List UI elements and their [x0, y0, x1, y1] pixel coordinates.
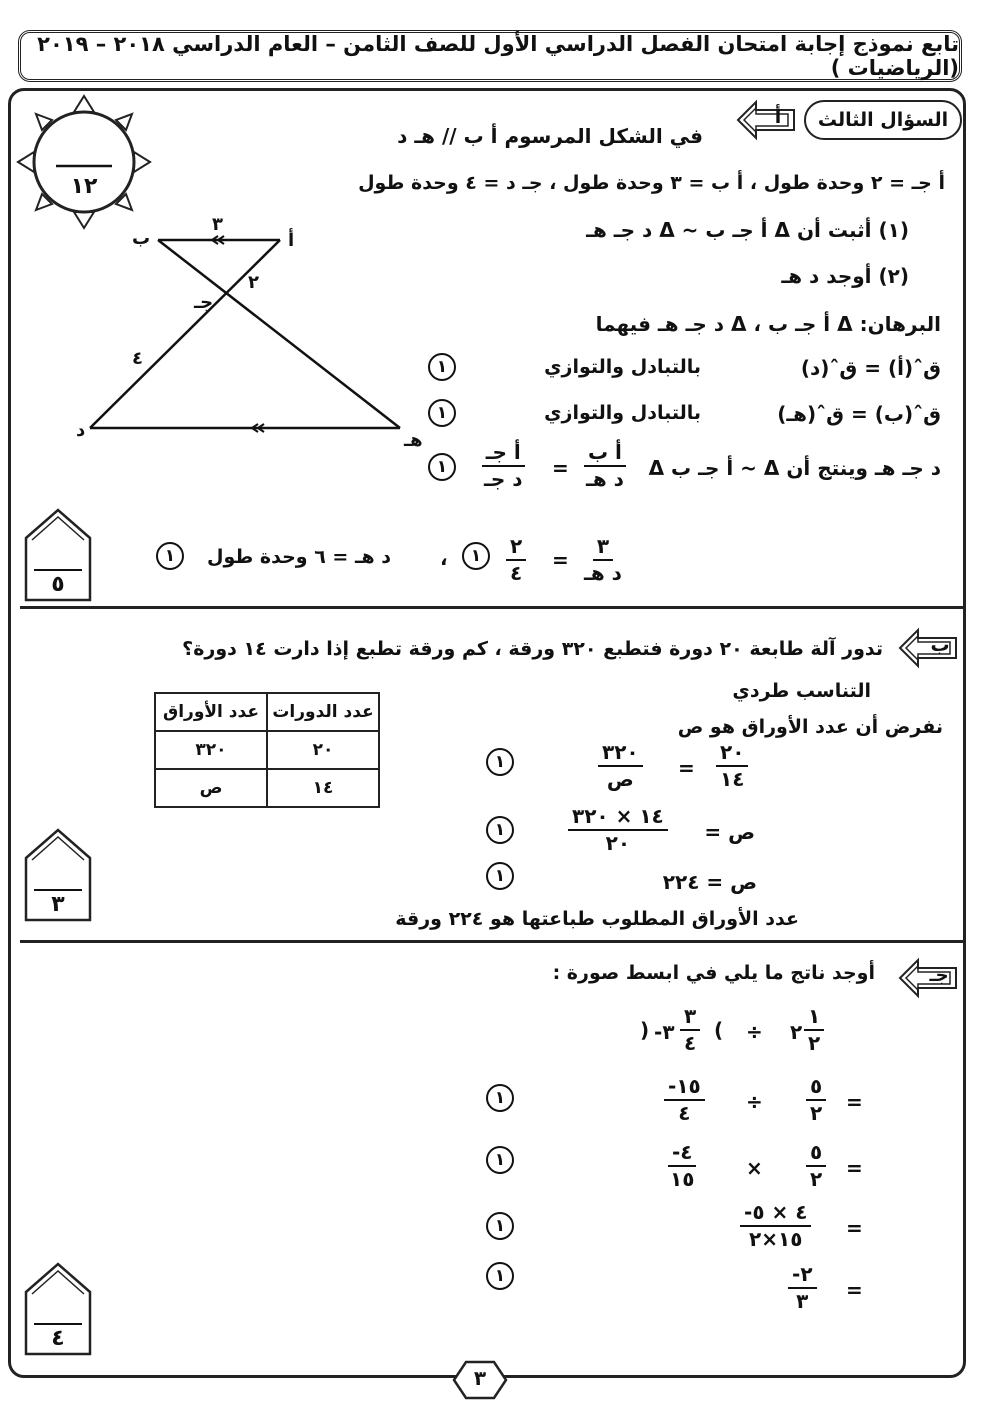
- page-number-badge: [452, 1360, 508, 1400]
- part-c-question: أوجد ناتج ما يلي في ابسط صورة :: [552, 962, 875, 984]
- vertex-b-label: ب: [132, 228, 151, 249]
- part-a-tag: [734, 98, 798, 142]
- proof-step2-reason: بالتبادل والتوازي: [544, 402, 701, 424]
- equals-sign: =: [846, 1278, 863, 1302]
- divider: [20, 940, 966, 943]
- step2-f1-den: ٢: [810, 1167, 823, 1191]
- step2-f2-num: -٤: [668, 1142, 697, 1167]
- side-ab-label: ٣: [212, 214, 223, 235]
- equals-sign: =: [678, 756, 695, 780]
- eq2-frac-den: ٢٠: [605, 831, 631, 855]
- part-b-tag-letter: ب: [930, 634, 950, 656]
- part-a-req1: (١) أثبت أن Δ أ جـ ب ~ Δ د جـ هـ: [586, 218, 909, 242]
- table-cell: ١٤: [267, 769, 379, 807]
- paren-right: (: [714, 1018, 724, 1042]
- table-cell: ص: [155, 769, 267, 807]
- part-c-score-value: ٤: [51, 1326, 65, 1351]
- part-c-score-box: [24, 1262, 92, 1356]
- part-a-score-box: [24, 508, 92, 602]
- side-jd-label: ٤: [132, 348, 143, 369]
- equals-sign: =: [846, 1216, 863, 1240]
- geometry-figure: [60, 210, 440, 450]
- mark-circle: ١: [486, 1146, 514, 1174]
- table-header: عدد الدورات: [267, 693, 379, 731]
- side-aj-label: ٢: [248, 272, 259, 293]
- expr-a-frac: [804, 1006, 824, 1054]
- step4-den: ٣: [796, 1289, 809, 1313]
- mark-circle: ١: [486, 1212, 514, 1240]
- eq3: ص = ٢٢٤: [662, 870, 757, 894]
- part-b-conclusion: عدد الأوراق المطلوب طباعتها هو ٢٢٤ ورقة: [395, 908, 799, 930]
- equals-sign: =: [846, 1090, 863, 1114]
- step1-f2-num: -١٥: [664, 1076, 705, 1101]
- part-b-tag: [896, 626, 960, 670]
- equals-sign: =: [846, 1156, 863, 1180]
- paren-left: ): [640, 1018, 650, 1042]
- header-title: تابع نموذج إجابة امتحان الفصل الدراسي الأول للصف الثامن – العام الدراسي ٢٠١٨ – ٢٠١٩ (الرياضيات ): [37, 32, 959, 80]
- ratio-table: [154, 692, 380, 808]
- mark-circle: ١: [486, 1084, 514, 1112]
- part-b-score-value: ٣: [51, 892, 65, 917]
- mark-circle: ١: [428, 453, 456, 481]
- step2-f2-den: ١٥: [670, 1167, 695, 1191]
- table-header: عدد الأوراق: [155, 693, 267, 731]
- eq1-right-num: ٣٢٠: [598, 742, 643, 767]
- mark-circle: ١: [486, 862, 514, 890]
- part-a-line2: أ جـ = ٢ وحدة طول ، أ ب = ٣ وحدة طول ، جـ د = ٤ وحدة طول: [358, 172, 945, 194]
- eq2-frac-num: ١٤ × ٣٢٠: [568, 806, 668, 831]
- page-number: ٣: [473, 1366, 487, 1390]
- proof-step1-left: قˆ(أ) = قˆ(د): [800, 356, 941, 380]
- expr-a-whole: ٢: [790, 1020, 803, 1044]
- step2-f2: [666, 1142, 698, 1190]
- step1-f1-den: ٢: [810, 1101, 823, 1125]
- table-cell: ٢٠: [267, 731, 379, 769]
- mark-circle: ١: [428, 399, 456, 427]
- step3-frac: [740, 1202, 811, 1250]
- equals-sign: =: [552, 548, 569, 572]
- ratio-2-4-den: ٤: [510, 561, 523, 585]
- step4-num: -٢: [788, 1264, 817, 1289]
- mark-circle: ١: [428, 353, 456, 381]
- eq1-left-den: ١٤: [720, 767, 745, 791]
- eq1-left: [716, 742, 748, 790]
- ratio-aj-dj-den: د جـ: [484, 467, 523, 491]
- vertex-j-label: جـ: [194, 292, 214, 313]
- step1-op: ÷: [746, 1090, 763, 1114]
- ratio-2-4-num: ٢: [506, 536, 526, 561]
- mark-circle: ١: [486, 816, 514, 844]
- part-a-result: د هـ = ٦ وحدة طول: [206, 546, 391, 568]
- step1-f1-num: ٥: [806, 1076, 826, 1101]
- proof-step2-left: قˆ(ب) = قˆ(هـ): [777, 402, 941, 426]
- equals-sign: =: [552, 456, 569, 480]
- triangles-figure-icon: [60, 210, 440, 450]
- proof-step3-text: Δ أ جـ ب ~ Δ د جـ هـ وينتج أن: [648, 456, 941, 480]
- part-b-score-box: [24, 828, 92, 922]
- part-a-score-value: ٥: [51, 572, 65, 597]
- step2-f1-num: ٥: [806, 1142, 826, 1167]
- question3-label: السؤال الثالث: [804, 100, 962, 140]
- mark-circle: ١: [486, 748, 514, 776]
- table-cell: ٣٢٠: [155, 731, 267, 769]
- expr-a-den: ٢: [808, 1031, 821, 1055]
- step3-num: -٤ × ٥: [740, 1202, 811, 1227]
- part-a-line1: في الشكل المرسوم أ ب // هـ د: [397, 124, 703, 148]
- page-header: [18, 30, 962, 82]
- part-c-tag-letter: جـ: [929, 965, 949, 986]
- expr-b-frac: [680, 1006, 700, 1054]
- eq1-right: [598, 742, 643, 790]
- ratio-3-dh-num: ٣: [593, 536, 613, 561]
- expr-b-num: ٣: [680, 1006, 700, 1031]
- step1-f2: [664, 1076, 705, 1124]
- proof-intro: البرهان: Δ أ جـ ب ، Δ د جـ هـ فيهما: [595, 312, 941, 336]
- eq1-left-num: ٢٠: [716, 742, 748, 767]
- part-b-question: تدور آلة طابعة ٢٠ دورة فتطبع ٣٢٠ ورقة ، كم ورقة تطبع إذا دارت ١٤ دورة؟: [182, 638, 883, 660]
- divider: [20, 606, 966, 609]
- part-a-tag-letter: أ: [774, 106, 782, 128]
- part-c-tag: [896, 956, 960, 1000]
- ratio-ab-dh: [582, 442, 628, 490]
- eq1-right-den: ص: [606, 767, 634, 791]
- mark-circle: ١: [486, 1262, 514, 1290]
- comma: ،: [440, 546, 448, 570]
- eq2-lhs: ص =: [704, 820, 755, 844]
- step1-f2-den: ٤: [678, 1101, 691, 1125]
- step4-frac: [788, 1264, 817, 1312]
- ratio-aj-dj-num: أ جـ: [482, 442, 525, 467]
- expr-b-whole: -٣: [654, 1020, 675, 1044]
- ratio-2-4: [506, 536, 526, 584]
- ratio-ab-dh-den: د هـ: [586, 467, 624, 491]
- vertex-d-label: د: [76, 420, 86, 441]
- vertex-h-label: هـ: [404, 430, 423, 451]
- total-score-value: ١٢: [70, 174, 98, 199]
- mark-circle: ١: [156, 542, 184, 570]
- expr-op: ÷: [746, 1020, 763, 1044]
- eq2-frac: [568, 806, 668, 854]
- step2-op: ×: [746, 1156, 763, 1180]
- expr-a-num: ١: [804, 1006, 824, 1031]
- ratio-aj-dj: [480, 442, 526, 490]
- ratio-3-dh: [580, 536, 626, 584]
- proof-step1-reason: بالتبادل والتوازي: [544, 356, 701, 378]
- part-b-relation: التناسب طردي: [732, 680, 871, 702]
- part-b-assume: نفرض أن عدد الأوراق هو ص: [677, 716, 943, 738]
- step1-f1: [806, 1076, 826, 1124]
- step2-f1: [806, 1142, 826, 1190]
- mark-circle: ١: [462, 542, 490, 570]
- step3-den: ١٥×٢: [749, 1227, 803, 1251]
- part-a-req2: (٢) أوجد د هـ: [781, 264, 909, 288]
- ratio-ab-dh-num: أ ب: [584, 442, 626, 467]
- ratio-3-dh-den: د هـ: [584, 561, 622, 585]
- expr-b-den: ٤: [684, 1031, 697, 1055]
- vertex-a-label: أ: [288, 230, 295, 251]
